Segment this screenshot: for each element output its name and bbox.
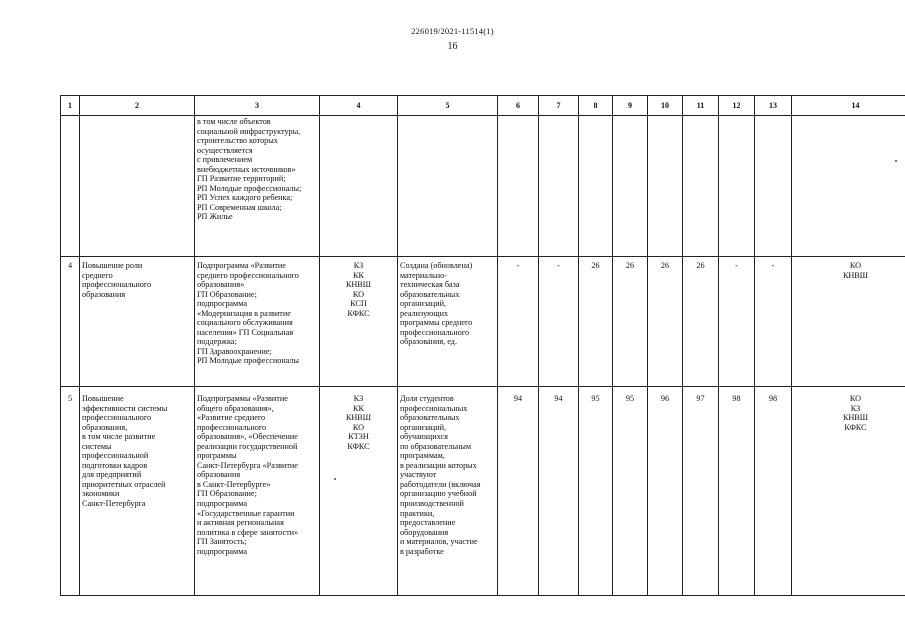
cell-value: -	[539, 257, 579, 387]
cell-text-line: подготовки кадров	[82, 460, 148, 470]
cell-text-line: участвуют	[400, 470, 437, 480]
column-header: 9	[613, 96, 648, 116]
column-header: 1	[61, 96, 80, 116]
cell-value: 26	[648, 257, 683, 387]
cell-text-line: КФКС	[347, 441, 370, 451]
cell-text-line: КО	[352, 422, 365, 432]
cell-text-line: КК	[353, 403, 364, 413]
cell-text-line: профессионального	[82, 280, 152, 290]
cell-indicator	[398, 387, 498, 596]
cell-text-line: Повышение	[82, 394, 124, 403]
cell-text-line: реализации государственной	[197, 441, 298, 451]
cell-text-line: образования	[82, 289, 126, 299]
cell-text-line: осуществляется	[197, 145, 253, 155]
cell-text-line: реализующих	[400, 308, 449, 318]
cell-text-line: КФКС	[347, 308, 370, 318]
cell-text-line: профессионального	[400, 327, 470, 337]
cell-text-line: для предприятий	[82, 470, 142, 480]
cell-text-line: предоставление	[400, 518, 456, 528]
cell-text-line: КЗ	[353, 261, 364, 270]
cell-text-line: в Санкт-Петербурге»	[197, 479, 271, 489]
cell-indicator	[398, 257, 498, 387]
column-header: 3	[195, 96, 320, 116]
cell-text-line: политика в сфере занятости»	[197, 527, 299, 537]
cell-text-line: ГП Развитие территорий;	[197, 174, 286, 184]
column-header: 5	[398, 96, 498, 116]
cell-text-line: образования, ед.	[400, 337, 458, 347]
cell-text-line: программам,	[400, 451, 445, 461]
column-header: 12	[719, 96, 755, 116]
cell-text-line: работодатели (включая	[400, 479, 481, 489]
cell-value: 96	[648, 387, 683, 596]
cell-text-line: образования»	[197, 280, 245, 290]
cell-value: 98	[719, 387, 755, 596]
cell-text-line: системы	[82, 441, 112, 451]
cell-text-line: ГП Занятость;	[197, 537, 247, 547]
cell-num	[61, 116, 80, 257]
cell-text-line: организаций,	[400, 422, 447, 432]
table-row	[61, 387, 905, 596]
cell-text-line: оборудования	[400, 527, 449, 537]
cell-text-line: и материалов, участие	[400, 537, 478, 547]
cell-text-line: образования	[197, 470, 241, 480]
cell-text-line: ГП Здравоохранение;	[197, 346, 272, 356]
cell-value: 26	[613, 257, 648, 387]
cell-text-line: подпрограмма	[197, 546, 248, 556]
cell-text-line: практики,	[400, 508, 435, 518]
cell-text-line: экономики	[82, 489, 120, 499]
cell-programs	[195, 116, 320, 257]
cell-value: 95	[613, 387, 648, 596]
cell-text-line: КФКС	[844, 422, 867, 432]
cell-text-line: образовательных	[400, 413, 460, 423]
column-header: 8	[579, 96, 613, 116]
cell-text-line: образования», «Обеспечение	[197, 432, 298, 442]
cell-text-line: КНВШ	[345, 280, 372, 290]
page-number: 16	[447, 41, 458, 52]
cell-text-line: в том числе развитие	[82, 432, 156, 442]
cell-text-line: профессионального	[82, 413, 152, 423]
cell-text-line: Подпрограммы «Развитие	[197, 394, 288, 403]
cell-text-line: строительство которых	[197, 136, 278, 146]
cell-text-line: материально-	[400, 270, 447, 280]
column-header: 11	[683, 96, 719, 116]
cell-text-line: образовательных	[400, 289, 460, 299]
cell-value: 26	[579, 257, 613, 387]
cell-executors	[320, 116, 398, 257]
cell-text-line: по образовательным	[400, 441, 472, 451]
cell-text-line: подпрограмма	[197, 299, 248, 309]
cell-text-line: РП Молодые профессионалы;	[197, 183, 302, 193]
cell-text-line: Создана (обновлена)	[400, 261, 473, 270]
cell-text-line: «Государственные гарантии	[197, 508, 295, 518]
cell-text-line: ГП Образование;	[197, 489, 257, 499]
cell-text-line: образования,	[82, 422, 128, 432]
table-row-continuation	[61, 116, 905, 257]
cell-name	[80, 257, 195, 387]
cell-text-line: КЗ	[353, 394, 364, 403]
cell-text-line: «Модернизация в развитие	[197, 308, 291, 318]
cell-text-line: КО	[849, 261, 862, 270]
cell-programs	[195, 387, 320, 596]
cell-text-line: приоритетных отраслей	[82, 479, 166, 489]
cell-executors	[320, 387, 398, 596]
cell-name	[80, 387, 195, 596]
cell-text-line: организаций,	[400, 299, 447, 309]
cell-value: -	[498, 257, 539, 387]
column-header: 6	[498, 96, 539, 116]
cell-text-line: профессиональных	[400, 403, 468, 413]
cell-text-line: КНВШ	[345, 413, 372, 423]
cell-value: 94	[539, 387, 579, 596]
cell-text-line: КНВШ	[842, 270, 869, 280]
document-registration-number: 226019/2021-11514(1)	[411, 26, 494, 36]
cell-num: 5	[61, 387, 80, 596]
cell-text-line: РП Успех каждого ребенка;	[197, 193, 293, 203]
cell-text-line: организацию учебной	[400, 489, 477, 499]
column-header: 4	[320, 96, 398, 116]
cell-text-line: Повышение роли	[82, 261, 143, 270]
cell-text-line: внебюджетных источников»	[197, 164, 296, 174]
cell-value: -	[719, 257, 755, 387]
cell-text-line: подпрограмма	[197, 499, 248, 509]
cell-text-line: техническая база	[400, 280, 460, 290]
cell-text-line: КО	[849, 394, 862, 403]
cell-text-line: КЗ	[850, 403, 861, 413]
cell-responsible	[792, 257, 905, 387]
cell-text-line: РП Современная школа;	[197, 202, 282, 212]
header-row	[61, 96, 905, 116]
cell-text-line: социального обслуживания	[197, 318, 293, 328]
cell-text-line: населения» ГП Социальная	[197, 327, 294, 337]
cell-text-line: в разработке	[400, 546, 444, 556]
cell-text-line: программы	[197, 451, 237, 461]
cell-text-line: КНВШ	[842, 413, 869, 423]
cell-executors	[320, 257, 398, 387]
program-indicators-table	[60, 95, 905, 596]
cell-text-line: поддержка;	[197, 337, 237, 347]
cell-text-line: среднего профессионального	[197, 270, 299, 280]
cell-text-line: обучающихся	[400, 432, 448, 442]
cell-text-line: и активная региональная	[197, 518, 284, 528]
cell-text-line: социальной инфраструктуры,	[197, 126, 301, 136]
cell-text-line: КО	[352, 289, 365, 299]
cell-text-line: с привлечением	[197, 155, 253, 165]
column-header: 13	[755, 96, 792, 116]
cell-name	[80, 116, 195, 257]
cell-text-line: в реализации которых	[400, 460, 477, 470]
cell-text-line: профессиональной	[82, 451, 149, 461]
cell-text-line: КТЗН	[348, 432, 369, 442]
scan-speck	[334, 478, 336, 480]
cell-value: 94	[498, 387, 539, 596]
column-header: 7	[539, 96, 579, 116]
cell-value: 98	[755, 387, 792, 596]
cell-text-line: профессионального	[197, 422, 267, 432]
cell-text-line: ГП Образование;	[197, 289, 257, 299]
cell-text-line: среднего	[82, 270, 113, 280]
cell-text-line: КК	[353, 270, 364, 280]
cell-value: 97	[683, 387, 719, 596]
cell-text-line: эффективности системы	[82, 403, 168, 413]
column-header: 2	[80, 96, 195, 116]
cell-text-line: Доля студентов	[400, 394, 454, 403]
cell-text-line: производственной	[400, 499, 464, 509]
cell-text-line: Санкт-Петербурга	[82, 499, 146, 509]
cell-text-line: в том числе объектов	[197, 117, 271, 126]
cell-text-line: программы среднего	[400, 318, 473, 328]
cell-text-line: общего образования»,	[197, 403, 274, 413]
cell-text-line: РП Жилье	[197, 212, 233, 222]
cell-programs	[195, 257, 320, 387]
cell-value: 95	[579, 387, 613, 596]
cell-value: 26	[683, 257, 719, 387]
column-header: 10	[648, 96, 683, 116]
cell-text-line: Санкт-Петербурга «Развитие	[197, 460, 298, 470]
cell-num: 4	[61, 257, 80, 387]
cell-text-line: «Развитие среднего	[197, 413, 266, 423]
column-header: 14	[792, 96, 905, 116]
cell-text-line: РП Молодые профессионалы	[197, 356, 299, 366]
cell-indicator	[398, 116, 498, 257]
cell-text-line: Подпрограмма «Развитие	[197, 261, 286, 270]
table-row	[61, 257, 905, 387]
scan-speck	[895, 160, 897, 162]
cell-value: -	[755, 257, 792, 387]
cell-text-line: КСП	[350, 299, 367, 309]
cell-responsible	[792, 387, 905, 596]
